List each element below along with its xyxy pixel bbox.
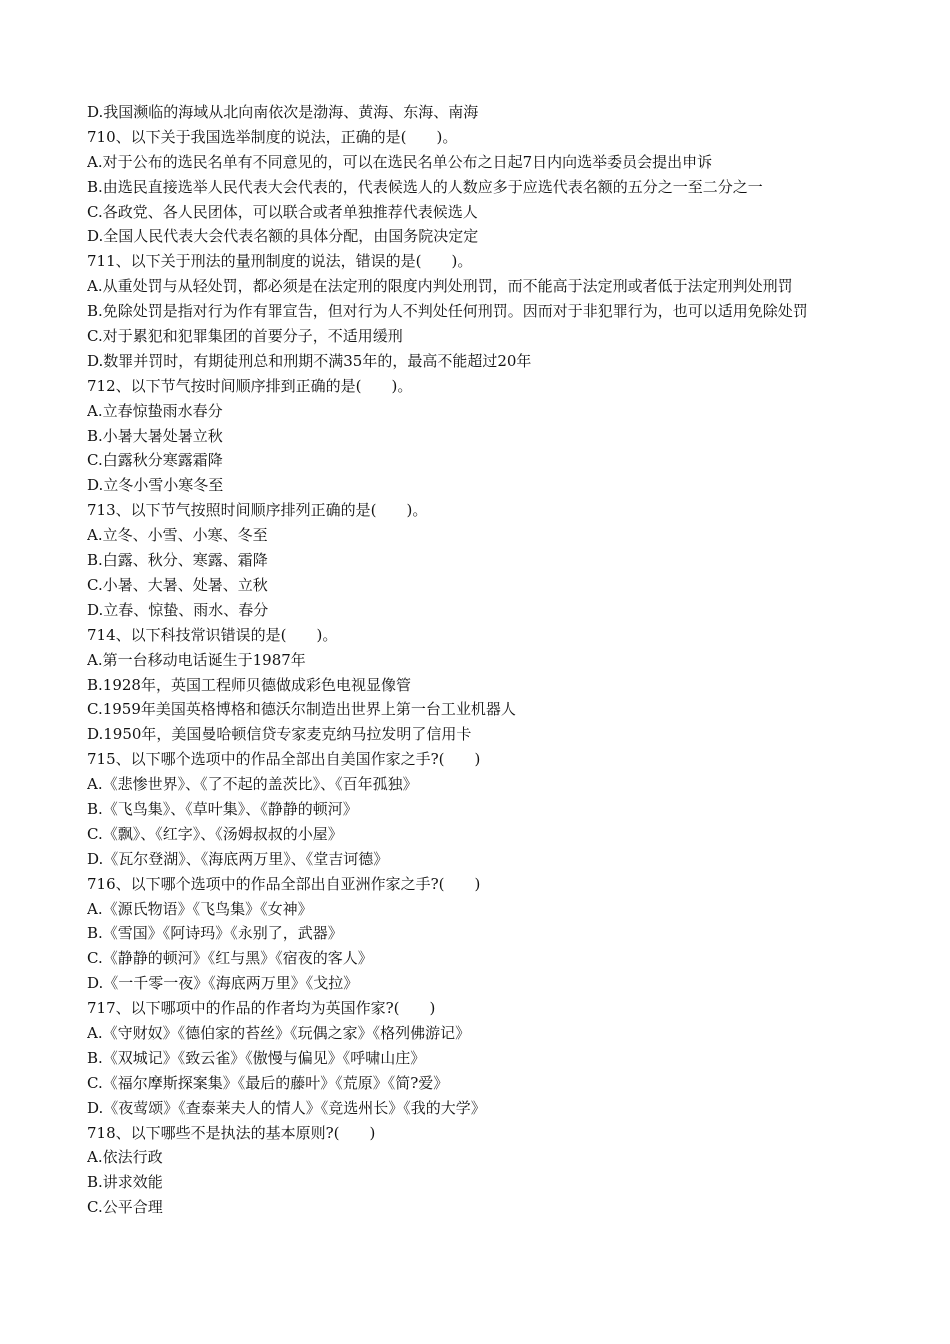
option-line: B.免除处罚是指对行为作有罪宣告，但对行为人不判处任何刑罚。因而对于非犯罪行为，也可以适用免除处罚 (87, 302, 808, 321)
question-line: 712、以下节气按时间顺序排到正确的是( )。 (87, 376, 413, 395)
option-line: D.1950年，美国曼哈顿信贷专家麦克纳马拉发明了信用卡 (87, 725, 472, 744)
question-line: 710、以下关于我国选举制度的说法，正确的是( )。 (87, 127, 458, 146)
option-line: B.白露、秋分、寒露、霜降 (87, 551, 268, 570)
option-line: D.立冬小雪小寒冬至 (87, 476, 224, 495)
option-line: B.《双城记》《致云雀》《傲慢与偏见》《呼啸山庄》 (87, 1048, 426, 1067)
question-line: 716、以下哪个选项中的作品全部出自亚洲作家之手?( ) (87, 874, 481, 893)
option-line: A.《守财奴》《德伯家的苔丝》《玩偶之家》《格列佛游记》 (87, 1023, 471, 1042)
option-line: D.立春、惊蛰、雨水、春分 (87, 600, 269, 619)
option-line: C.公平合理 (87, 1198, 163, 1217)
option-line: A.依法行政 (87, 1148, 163, 1167)
option-line: B.由选民直接选举人民代表大会代表的，代表候选人的人数应多于应选代表名额的五分之一至二分之一 (87, 177, 763, 196)
option-line: D.数罪并罚时，有期徒刑总和刑期不满35年的，最高不能超过20年 (87, 351, 532, 370)
option-line: A.立春惊蛰雨水春分 (87, 401, 223, 420)
question-line: 714、以下科技常识错误的是( )。 (87, 625, 338, 644)
option-line: C.《福尔摩斯探案集》《最后的藤叶》《荒原》《简?爱》 (87, 1073, 449, 1092)
option-line: B.1928年，英国工程师贝德做成彩色电视显像管 (87, 675, 411, 694)
option-line: B.《雪国》《阿诗玛》《永别了，武器》 (87, 924, 343, 943)
option-line: B.《飞鸟集》、《草叶集》、《静静的顿河》 (87, 799, 358, 818)
option-line: D.我国濒临的海域从北向南依次是渤海、黄海、东海、南海 (87, 103, 479, 121)
question-line: 717、以下哪项中的作品的作者均为英国作家?( ) (87, 999, 436, 1018)
question-line: 711、以下关于刑法的量刑制度的说法，错误的是( )。 (87, 252, 473, 271)
option-line: A.《源氏物语》《飞鸟集》《女神》 (87, 899, 313, 918)
option-line: A.从重处罚与从轻处罚，都必须是在法定刑的限度内判处刑罚，而不能高于法定刑或者低于法定刑判处刑罚 (87, 277, 793, 296)
option-line: A.《悲惨世界》、《了不起的盖茨比》、《百年孤独》 (87, 775, 418, 794)
question-line: 713、以下节气按照时间顺序排列正确的是( )。 (87, 501, 428, 520)
option-line: C.各政党、各人民团体，可以联合或者单独推荐代表候选人 (87, 202, 478, 221)
option-line: C.1959年美国英格博格和德沃尔制造出世界上第一台工业机器人 (87, 700, 516, 719)
option-line: A.立冬、小雪、小寒、冬至 (87, 526, 268, 545)
option-line: A.第一台移动电话诞生于1987年 (87, 650, 306, 669)
option-line: D.《瓦尔登湖》、《海底两万里》、《堂吉诃德》 (87, 849, 389, 868)
question-line: 718、以下哪些不是执法的基本原则?( ) (87, 1123, 376, 1142)
option-line: A.对于公布的选民名单有不同意见的，可以在选民名单公布之日起7日内向选举委员会提出申诉 (87, 152, 713, 171)
option-line: C.白露秋分寒露霜降 (87, 451, 223, 470)
option-line: C.《飘》、《红字》、《汤姆叔叔的小屋》 (87, 824, 343, 843)
document-page (87, 100, 877, 1220)
option-line: C.对于累犯和犯罪集团的首要分子，不适用缓刑 (87, 327, 403, 346)
option-line: B.讲求效能 (87, 1173, 163, 1192)
option-line: C.《静静的顿河》《红与黑》《宿夜的客人》 (87, 949, 373, 968)
option-line: D.《一千零一夜》《海底两万里》《戈拉》 (87, 974, 359, 993)
question-line: 715、以下哪个选项中的作品全部出自美国作家之手?( ) (87, 750, 481, 769)
option-line: D.《夜莺颂》《查泰莱夫人的情人》《竞选州长》《我的大学》 (87, 1098, 486, 1117)
option-line: C.小暑、大暑、处暑、立秋 (87, 575, 268, 594)
option-line: B.小暑大暑处暑立秋 (87, 426, 223, 445)
option-line: D.全国人民代表大会代表名额的具体分配，由国务院决定定 (87, 227, 479, 246)
